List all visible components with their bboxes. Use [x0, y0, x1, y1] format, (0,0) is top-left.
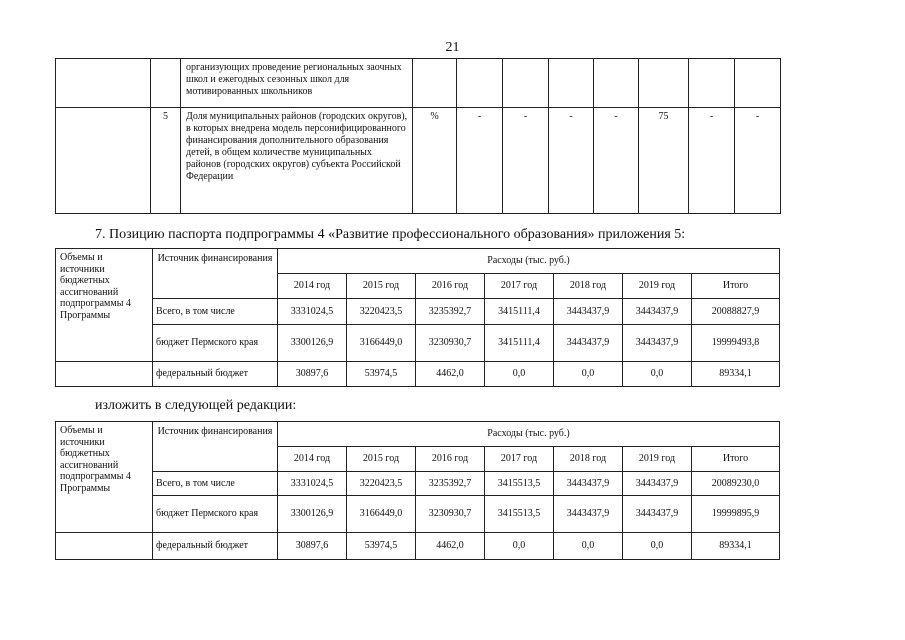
passport-table-new — [55, 421, 780, 560]
row-label: Всего, в том числе — [153, 472, 278, 496]
table-cell: 0,0 — [623, 533, 692, 560]
year-header: 2019 год — [623, 274, 692, 299]
table-cell: 3331024,5 — [278, 299, 347, 325]
table-cell: 3415513,5 — [485, 496, 554, 533]
table-cell: 3166449,0 — [347, 496, 416, 533]
row-label: Всего, в том числе — [153, 299, 278, 325]
total-header: Итого — [692, 274, 780, 299]
table-cell: 0,0 — [485, 362, 554, 387]
table-row — [56, 362, 780, 387]
table-cell: 3235392,7 — [416, 299, 485, 325]
table-cell: 3220423,5 — [347, 299, 416, 325]
table-cell: 3443437,9 — [554, 472, 623, 496]
table-cell: 19999493,8 — [692, 325, 780, 362]
table-cell: 3443437,9 — [623, 299, 692, 325]
table-cell: 3415111,4 — [485, 325, 554, 362]
source-header: Источник финансирования — [153, 249, 278, 299]
year-header: 2019 год — [623, 447, 692, 472]
year-header: 2017 год — [485, 274, 554, 299]
indicator-value: - — [549, 108, 594, 214]
year-header: 2018 год — [554, 274, 623, 299]
table-cell: 89334,1 — [692, 362, 780, 387]
table-cell: 4462,0 — [416, 362, 485, 387]
table-cell: 3235392,7 — [416, 472, 485, 496]
indicator-value: - — [689, 108, 735, 214]
table-cell: 3230930,7 — [416, 496, 485, 533]
table-cell: 0,0 — [623, 362, 692, 387]
volume-label: Объемы и источники бюджетных ассигнований подпрограммы 4 Программы — [56, 249, 153, 362]
indicator-value — [639, 59, 689, 108]
table-cell: 0,0 — [485, 533, 554, 560]
indicator-text: Доля муниципальных районов (городских округов), в которых внедрена модель персонифицированного финансирования дополнительного образования детей, в общем количестве муниципальных районов (городских округов) субъекта Российской Федерации — [181, 108, 413, 214]
table-cell: 4462,0 — [416, 533, 485, 560]
indicator-value: - — [457, 108, 503, 214]
table-cell: 3331024,5 — [278, 472, 347, 496]
table-cell: 53974,5 — [347, 533, 416, 560]
amendment-heading: изложить в следующей редакции: — [95, 398, 297, 413]
year-header: 2014 год — [278, 274, 347, 299]
amendment-heading: 7. Позицию паспорта подпрограммы 4 «Развитие профессионального образования» приложения 5: — [95, 227, 686, 242]
volume-label: Объемы и источники бюджетных ассигнований подпрограммы 4 Программы — [56, 422, 153, 533]
expenses-header: Расходы (тыс. руб.) — [278, 249, 780, 274]
table-row — [56, 108, 781, 214]
table-cell: 3300126,9 — [278, 496, 347, 533]
year-header: 2017 год — [485, 447, 554, 472]
year-header: 2018 год — [554, 447, 623, 472]
table-cell: 3443437,9 — [623, 472, 692, 496]
indicator-unit — [413, 59, 457, 108]
indicator-value — [503, 59, 549, 108]
indicator-value — [549, 59, 594, 108]
year-header: 2015 год — [347, 274, 416, 299]
table-cell: 3415111,4 — [485, 299, 554, 325]
row-label: бюджет Пермского края — [153, 325, 278, 362]
table-cell: 20088827,9 — [692, 299, 780, 325]
table-cell: 3443437,9 — [554, 325, 623, 362]
table-row — [56, 59, 781, 108]
table-cell: 3166449,0 — [347, 325, 416, 362]
table-row — [56, 325, 780, 362]
table-cell: 19999895,9 — [692, 496, 780, 533]
year-header: 2015 год — [347, 447, 416, 472]
table-cell: 3443437,9 — [554, 496, 623, 533]
table-cell: 3443437,9 — [623, 325, 692, 362]
row-label: бюджет Пермского края — [153, 496, 278, 533]
indicator-value: - — [503, 108, 549, 214]
table-cell: 3443437,9 — [623, 496, 692, 533]
expenses-header: Расходы (тыс. руб.) — [278, 422, 780, 447]
indicator-value — [689, 59, 735, 108]
source-header: Источник финансирования — [153, 422, 278, 472]
table-cell: 89334,1 — [692, 533, 780, 560]
table-cell: 0,0 — [554, 533, 623, 560]
table-cell: 30897,6 — [278, 362, 347, 387]
passport-table-old — [55, 248, 780, 387]
indicator-text: организующих проведение региональных заочных школ и ежегодных сезонных школ для мотивированных школьников — [181, 59, 413, 108]
row-number: 5 — [151, 108, 181, 214]
table-cell: 0,0 — [554, 362, 623, 387]
table-row — [56, 299, 780, 325]
table-cell: 3220423,5 — [347, 472, 416, 496]
indicator-value: 75 — [639, 108, 689, 214]
page-number: 21 — [445, 40, 460, 55]
table-cell: 3443437,9 — [554, 299, 623, 325]
indicator-unit: % — [413, 108, 457, 214]
indicator-value: - — [594, 108, 639, 214]
row-number — [151, 59, 181, 108]
table-row — [56, 533, 780, 560]
indicator-value — [594, 59, 639, 108]
row-label: федеральный бюджет — [153, 533, 278, 560]
indicator-value — [457, 59, 503, 108]
table-cell: 30897,6 — [278, 533, 347, 560]
row-label: федеральный бюджет — [153, 362, 278, 387]
total-header: Итого — [692, 447, 780, 472]
table-row — [56, 472, 780, 496]
table-cell: 3230930,7 — [416, 325, 485, 362]
year-header: 2016 год — [416, 274, 485, 299]
indicator-value: - — [735, 108, 781, 214]
table-row — [56, 496, 780, 533]
year-header: 2016 год — [416, 447, 485, 472]
year-header: 2014 год — [278, 447, 347, 472]
table-cell: 3415513,5 — [485, 472, 554, 496]
indicator-table — [55, 58, 781, 214]
table-cell: 3300126,9 — [278, 325, 347, 362]
indicator-value — [735, 59, 781, 108]
table-cell: 20089230,0 — [692, 472, 780, 496]
table-cell: 53974,5 — [347, 362, 416, 387]
